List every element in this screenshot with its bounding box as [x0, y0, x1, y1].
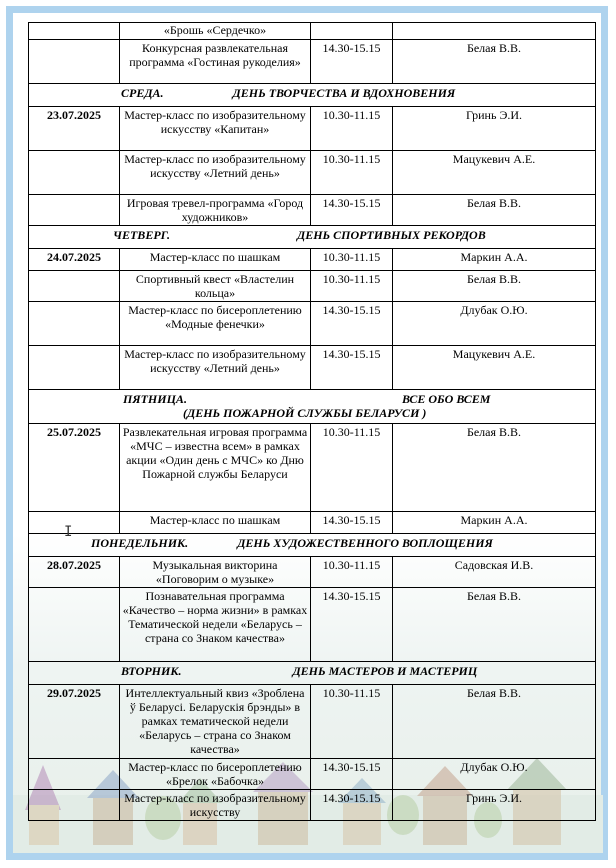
table-row [29, 512, 596, 534]
event-cell: Мастер-класс по изобразительному искусству [120, 790, 311, 821]
date-cell [29, 588, 120, 662]
text-cursor-icon: I [64, 524, 73, 540]
event-cell: Познавательная программа «Качество – норма жизни» в рамках Тематической недели «Беларусь – страна со Знаком качества» [120, 588, 311, 662]
table-row [29, 588, 596, 662]
date-cell [29, 23, 120, 40]
day-name: ЧЕТВЕРГ. [113, 228, 170, 242]
responsible-cell: Садовская И.В. [393, 557, 596, 588]
event-cell: Мастер-класс по изобразительному искусству «Капитан» [120, 107, 311, 151]
responsible-cell: Маркин А.А. [393, 512, 596, 534]
day-name: ПОНЕДЕЛЬНИК. [91, 536, 189, 550]
time-cell: 10.30-11.15 [311, 424, 393, 512]
time-cell: 10.30-11.15 [311, 271, 393, 302]
time-cell: 14.30-15.15 [311, 759, 393, 790]
table-row [29, 685, 596, 759]
event-cell: Мастер-класс по шашкам [120, 249, 311, 271]
date-cell [29, 151, 120, 195]
day-header-row [29, 226, 596, 249]
table-row [29, 107, 596, 151]
time-cell: 14.30-15.15 [311, 588, 393, 662]
time-cell: 10.30-11.15 [311, 151, 393, 195]
date-cell: 25.07.2025 [29, 424, 120, 512]
event-cell: Мастер-класс по бисероплетению «Модные фенечки» [120, 302, 311, 346]
day-name: ПЯТНИЦА. [123, 392, 187, 406]
table-row [29, 346, 596, 390]
date-cell [29, 195, 120, 226]
responsible-cell: Белая В.В. [393, 588, 596, 662]
responsible-cell [393, 23, 596, 40]
day-header-row [29, 662, 596, 685]
time-cell: 14.30-15.15 [311, 512, 393, 534]
day-theme: ДЕНЬ ТВОРЧЕСТВА И ВДОХНОВЕНИЯ [232, 86, 456, 100]
responsible-cell: Гринь Э.И. [393, 790, 596, 821]
responsible-cell: Мацукевич А.Е. [393, 346, 596, 390]
day-header [29, 226, 596, 249]
schedule-table [28, 22, 596, 821]
day-header [29, 84, 596, 107]
day-theme: ДЕНЬ ХУДОЖЕСТВЕННОГО ВОПЛОЩЕНИЯ [237, 536, 493, 550]
responsible-cell: Маркин А.А. [393, 249, 596, 271]
day-theme: ДЕНЬ СПОРТИВНЫХ РЕКОРДОВ [297, 228, 486, 242]
day-theme: ДЕНЬ МАСТЕРОВ И МАСТЕРИЦ [292, 664, 478, 678]
day-name: ВТОРНИК. [121, 664, 182, 678]
time-cell: 14.30-15.15 [311, 790, 393, 821]
responsible-cell: Белая В.В. [393, 271, 596, 302]
event-cell: Мастер-класс по шашкам [120, 512, 311, 534]
date-cell [29, 40, 120, 84]
responsible-cell: Длубак О.Ю. [393, 759, 596, 790]
time-cell: 14.30-15.15 [311, 40, 393, 84]
responsible-cell: Белая В.В. [393, 685, 596, 759]
day-header-row [29, 534, 596, 557]
date-cell [29, 346, 120, 390]
date-cell [29, 759, 120, 790]
time-cell [311, 23, 393, 40]
event-cell: Мастер-класс по изобразительному искусству «Летний день» [120, 151, 311, 195]
responsible-cell: Белая В.В. [393, 195, 596, 226]
table-row [29, 249, 596, 271]
table-row [29, 23, 596, 40]
date-cell [29, 302, 120, 346]
table-row [29, 195, 596, 226]
event-cell: Игровая тревел-программа «Город художников» [120, 195, 311, 226]
table-row [29, 759, 596, 790]
responsible-cell: Гринь Э.И. [393, 107, 596, 151]
event-cell: Спортивный квест «Властелин кольца» [120, 271, 311, 302]
event-cell: Мастер-класс по бисероплетению «Брелок «Бабочка» [120, 759, 311, 790]
day-theme: ВСЕ ОБО ВСЕМ [401, 392, 491, 406]
time-cell: 14.30-15.15 [311, 195, 393, 226]
table-row [29, 271, 596, 302]
responsible-cell: Мацукевич А.Е. [393, 151, 596, 195]
responsible-cell: Белая В.В. [393, 424, 596, 512]
responsible-cell: Длубак О.Ю. [393, 302, 596, 346]
table-row [29, 790, 596, 821]
date-cell [29, 512, 120, 534]
day-header-row [29, 390, 596, 424]
date-cell: 24.07.2025 [29, 249, 120, 271]
table-row [29, 557, 596, 588]
date-cell: 29.07.2025 [29, 685, 120, 759]
time-cell: 10.30-11.15 [311, 107, 393, 151]
day-name: СРЕДА. [121, 86, 164, 100]
responsible-cell: Белая В.В. [393, 40, 596, 84]
date-cell [29, 271, 120, 302]
table-row [29, 151, 596, 195]
time-cell: 10.30-11.15 [311, 557, 393, 588]
event-cell: Развлекательная игровая программа «МЧС – известна всем» в рамках акции «Один день с МЧС» ко Дню Пожарной службы Беларуси [120, 424, 311, 512]
day-header [29, 534, 596, 557]
date-cell: 23.07.2025 [29, 107, 120, 151]
event-cell: Конкурсная развлекательная программа «Гостиная рукоделия» [120, 40, 311, 84]
day-header [29, 662, 596, 685]
time-cell: 14.30-15.15 [311, 302, 393, 346]
date-cell: 28.07.2025 [29, 557, 120, 588]
table-row [29, 40, 596, 84]
event-cell: Музыкальная викторина «Поговорим о музыке» [120, 557, 311, 588]
day-header-row [29, 84, 596, 107]
event-cell: Интеллектуальный квиз «Зроблена ў Беларусі. Беларускія брэнды» в рамках тематической недели «Беларусь – страна со Знаком качества» [120, 685, 311, 759]
table-row [29, 424, 596, 512]
day-theme-subtitle: (ДЕНЬ ПОЖАРНОЙ СЛУЖБЫ БЕЛАРУСИ ) [183, 406, 427, 420]
day-header [29, 390, 596, 424]
time-cell: 10.30-11.15 [311, 249, 393, 271]
event-cell: «Брошь «Сердечко» [120, 23, 311, 40]
time-cell: 14.30-15.15 [311, 346, 393, 390]
date-cell [29, 790, 120, 821]
event-cell: Мастер-класс по изобразительному искусству «Летний день» [120, 346, 311, 390]
table-row [29, 302, 596, 346]
time-cell: 10.30-11.15 [311, 685, 393, 759]
